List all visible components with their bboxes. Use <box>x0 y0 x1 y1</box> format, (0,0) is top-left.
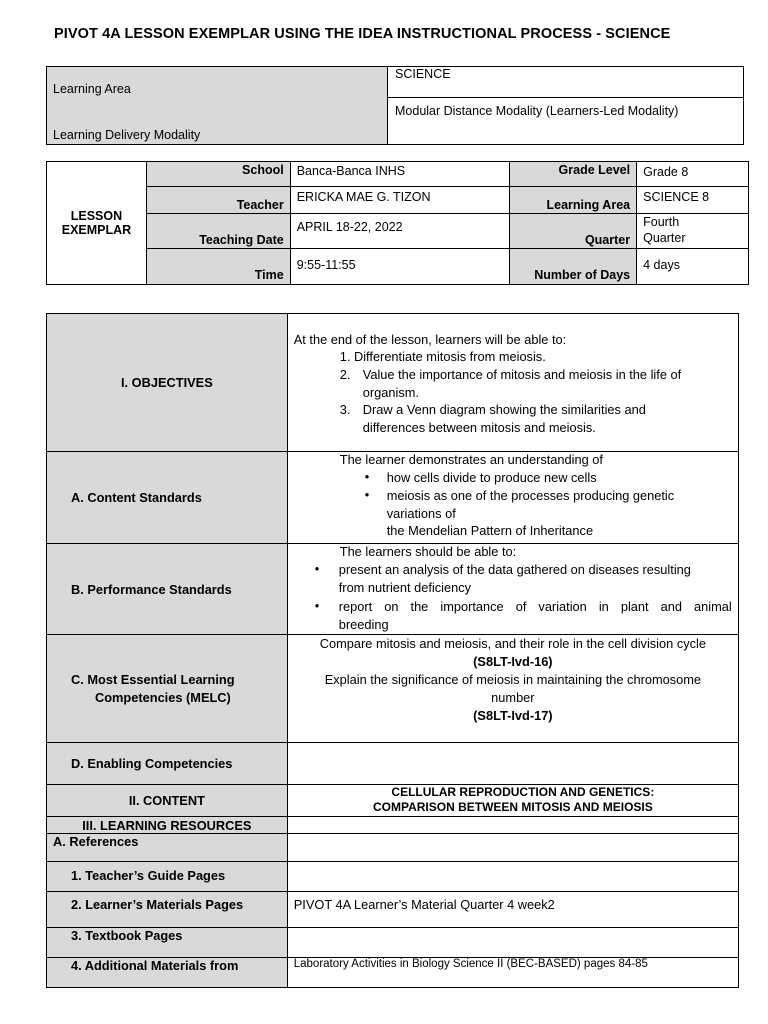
content-label: II. CONTENT <box>47 785 288 817</box>
performance-standard-item-2: report on the importance of variation in plant and animal <box>338 599 732 614</box>
content-standards-intro: The learner demonstrates an understanding of <box>339 452 603 467</box>
references-label: A. References <box>47 834 288 862</box>
content-line-2: COMPARISON BETWEEN MITOSIS AND MEIOSIS <box>372 800 653 814</box>
learning-resources-label: III. LEARNING RESOURCES <box>47 817 288 834</box>
objective-item-2: Value the importance of mitosis and meiosis in the life of <box>362 367 682 382</box>
content-standard-item-3: the Mendelian Pattern of Inheritance <box>386 523 594 538</box>
learning-area-value-2: SCIENCE 8 <box>637 187 749 214</box>
learning-info-table <box>46 66 744 145</box>
textbook-pages-label: 3. Textbook Pages <box>47 928 288 958</box>
objective-item-2-number: 2. <box>339 367 351 382</box>
melc-line-2-cont: number <box>491 690 535 705</box>
objective-item-3: Draw a Venn diagram showing the similarities and <box>362 402 646 417</box>
teaching-date-label: Teaching Date <box>146 214 290 249</box>
melc-line-1: Compare mitosis and meiosis, and their role in the cell division cycle <box>319 636 706 651</box>
school-value: Banca-Banca INHS <box>290 162 510 187</box>
content-line-1: CELLULAR REPRODUCTION AND GENETICS: <box>391 785 655 799</box>
performance-standards-intro: The learners should be able to: <box>339 544 517 559</box>
additional-materials-label: 4. Additional Materials from <box>47 958 288 988</box>
references-value <box>287 834 738 862</box>
teacher-value: ERICKA MAE G. TIZON <box>290 187 510 214</box>
melc-code-1: (S8LT-Ivd-16) <box>473 654 553 669</box>
teachers-guide-label: 1. Teacher’s Guide Pages <box>47 862 288 892</box>
bullet-icon: • <box>314 561 320 576</box>
bullet-icon: • <box>364 469 370 484</box>
delivery-modality-value: Modular Distance Modality (Learners-Led Modality) <box>388 98 744 145</box>
performance-standards-cell <box>287 544 738 635</box>
teachers-guide-value <box>287 862 738 892</box>
enabling-competencies-value <box>287 743 738 785</box>
objective-item-3-number: 3. <box>339 402 351 417</box>
school-label: School <box>146 162 290 187</box>
additional-materials-value: Laboratory Activities in Biology Science II (BEC-BASED) pages 84-85 <box>287 958 738 988</box>
melc-line-2: Explain the significance of meiosis in maintaining the chromosome <box>324 672 702 687</box>
bullet-icon: • <box>314 598 320 613</box>
content-standards-label: A. Content Standards <box>47 452 288 544</box>
performance-standard-item-1: present an analysis of the data gathered on diseases resulting <box>338 562 691 577</box>
content-standard-item-1: how cells divide to produce new cells <box>386 470 597 485</box>
number-of-days-value: 4 days <box>637 249 749 285</box>
lesson-plan-table <box>46 313 739 988</box>
learning-area-label-2: Learning Area <box>510 187 637 214</box>
melc-cell <box>287 635 738 743</box>
delivery-modality-label: Learning Delivery Modality <box>53 128 201 142</box>
learners-materials-label: 2. Learner’s Materials Pages <box>47 892 288 928</box>
lesson-exemplar-heading: LESSON EXEMPLAR <box>47 162 147 285</box>
lesson-exemplar-table <box>46 161 749 285</box>
number-of-days-label: Number of Days <box>510 249 637 285</box>
teaching-date-value: APRIL 18-22, 2022 <box>290 214 510 249</box>
melc-label: C. Most Essential Learning Competencies (MELC) <box>47 635 288 743</box>
objectives-label: I. OBJECTIVES <box>47 314 288 452</box>
learning-area-label: Learning Area <box>53 82 131 96</box>
objectives-cell <box>287 314 738 452</box>
content-standards-cell <box>287 452 738 544</box>
quarter-label: Quarter <box>510 214 637 249</box>
learning-info-labels <box>47 67 388 145</box>
teacher-label: Teacher <box>146 187 290 214</box>
content-standard-item-2: meiosis as one of the processes producing genetic <box>386 488 675 503</box>
objective-item-1: 1. Differentiate mitosis from meiosis. <box>339 349 546 364</box>
grade-level-label: Grade Level <box>510 162 637 187</box>
page-title: PIVOT 4A LESSON EXEMPLAR USING THE IDEA INSTRUCTIONAL PROCESS - SCIENCE <box>54 26 671 42</box>
objectives-intro: At the end of the lesson, learners will be able to: <box>293 332 567 347</box>
content-standard-item-2-cont: variations of <box>386 506 456 521</box>
performance-standard-item-1-cont: from nutrient deficiency <box>338 580 472 595</box>
objective-item-2-cont: organism. <box>362 385 419 400</box>
grade-level-value: Grade 8 <box>637 162 749 187</box>
learning-resources-value <box>287 817 738 834</box>
textbook-pages-value <box>287 928 738 958</box>
melc-code-2: (S8LT-Ivd-17) <box>473 708 553 723</box>
time-value: 9:55-11:55 <box>290 249 510 285</box>
quarter-value: Fourth Quarter <box>637 214 749 249</box>
objective-item-3-cont: differences between mitosis and meiosis. <box>362 420 596 435</box>
bullet-icon: • <box>364 487 370 502</box>
learners-materials-value: PIVOT 4A Learner’s Material Quarter 4 week2 <box>287 892 738 928</box>
performance-standards-label: B. Performance Standards <box>47 544 288 635</box>
learning-area-value: SCIENCE <box>388 67 744 98</box>
time-label: Time <box>146 249 290 285</box>
enabling-competencies-label: D. Enabling Competencies <box>47 743 288 785</box>
performance-standard-item-2-cont: breeding <box>338 617 389 632</box>
content-value <box>287 785 738 817</box>
